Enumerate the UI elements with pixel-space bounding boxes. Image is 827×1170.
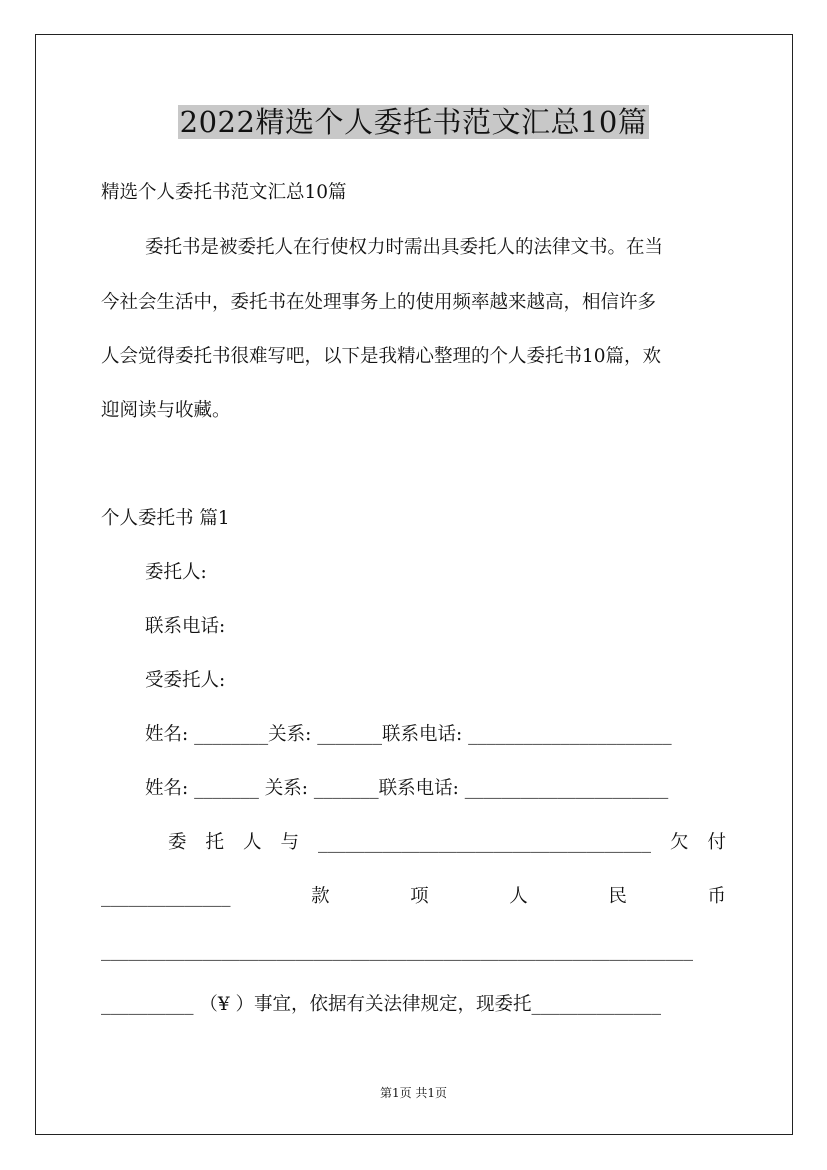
clause-line-3: ________________________________________________________________ — [101, 940, 693, 961]
clause-char: 款 — [311, 886, 330, 907]
title-text: 2022精选个人委托书范文汇总10篇 — [179, 105, 648, 139]
clause-line-2 — [101, 884, 726, 910]
clause-char: 项 — [410, 886, 429, 907]
contact-row-2: 姓名: _______ 关系: _______联系电话: ______________________ — [145, 778, 669, 799]
clause-char: 人 — [243, 832, 262, 853]
page-footer: 第1页 共1页 — [379, 1086, 448, 1100]
intro-line-4: 迎阅读与收藏。 — [101, 400, 231, 421]
clause-blank: ____________________________________ — [318, 832, 651, 853]
clause-char: 与 — [280, 832, 300, 853]
clause-char: 欠 — [669, 832, 689, 853]
document-title — [0, 100, 827, 144]
clause-line-4: __________ （¥ ）事宜，依据有关法律规定，现委托______________ — [101, 994, 662, 1015]
contact-row-1: 姓名: ________关系: _______联系电话: ______________________ — [145, 724, 672, 745]
section-heading: 个人委托书 篇1 — [101, 508, 230, 529]
phone-field: 联系电话: — [145, 616, 226, 637]
clause-char: 民 — [608, 886, 627, 907]
clause-blank: ______________ — [101, 886, 231, 907]
agent-field: 受委托人: — [145, 670, 226, 691]
clause-line-1 — [168, 830, 726, 856]
clause-char: 人 — [509, 886, 528, 907]
clause-char: 币 — [707, 886, 726, 907]
clause-char: 付 — [707, 832, 726, 853]
intro-line-3: 人会觉得委托书很难写吧，以下是我精心整理的个人委托书10篇，欢 — [101, 346, 662, 367]
intro-line-1: 委托书是被委托人在行使权力时需出具委托人的法律文书。在当 — [145, 237, 664, 258]
intro-line-2: 今社会生活中，委托书在处理事务上的使用频率越来越高，相信许多 — [101, 292, 657, 313]
clause-char: 托 — [205, 832, 225, 853]
client-field: 委托人: — [145, 562, 207, 583]
subtitle: 精选个人委托书范文汇总10篇 — [101, 182, 347, 203]
clause-char: 委 — [168, 832, 187, 853]
